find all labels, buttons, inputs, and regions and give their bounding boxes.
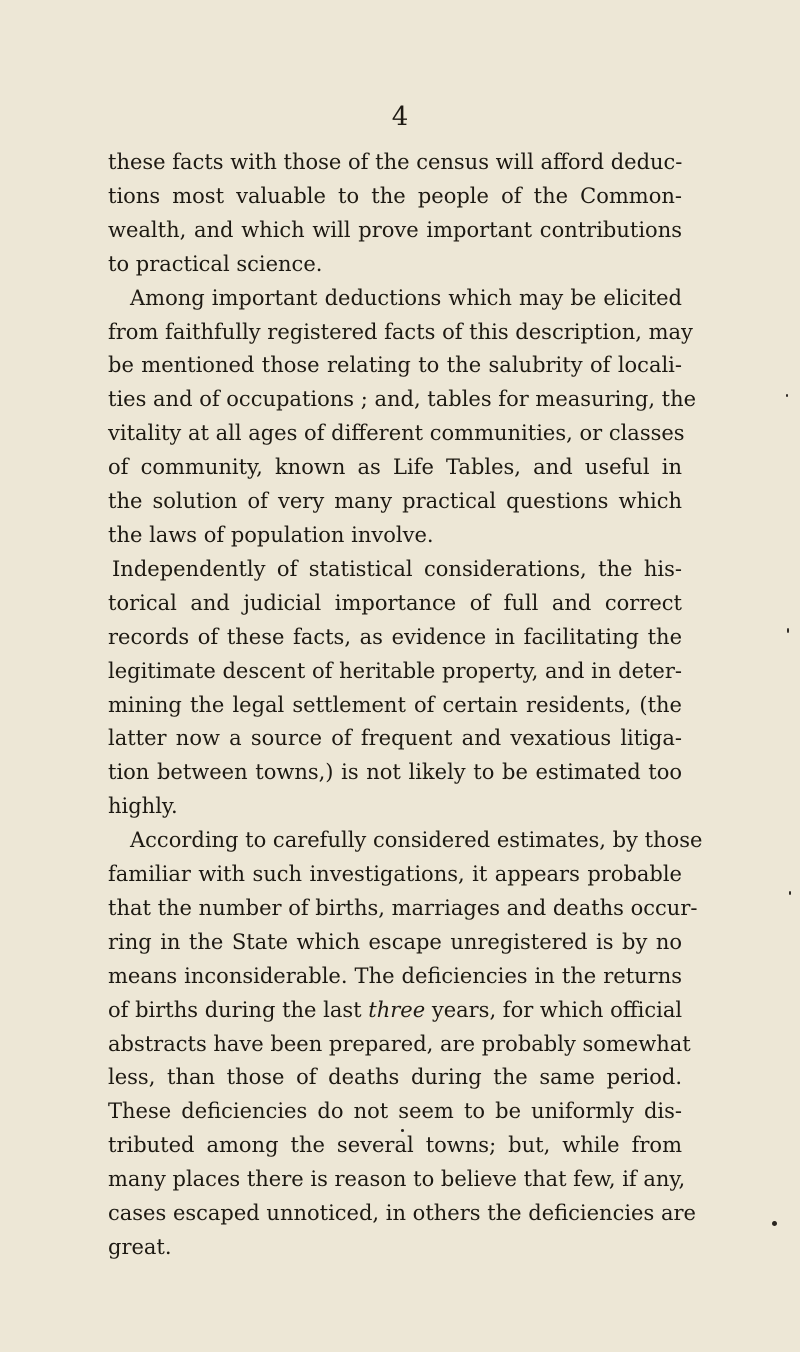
text-line: be mentioned those relating to the salubrity of locali- [108, 353, 682, 378]
print-speck [772, 1221, 777, 1226]
text-line: Independently of statistical considerations, the his- [112, 556, 682, 581]
text-line: tributed among the several towns; but, while from [108, 1133, 682, 1158]
text-line: tion between towns,) is not likely to be estimated too [108, 760, 682, 785]
text-segment: years, for which official [431, 997, 683, 1022]
text-line: highly. [108, 794, 178, 819]
text-line: the solution of very many practical questions which [108, 489, 682, 514]
body-text [108, 146, 703, 1265]
text-line: mining the legal settlement of certain residents, (the [108, 692, 682, 717]
text-line: less, than those of deaths during the same period. [108, 1065, 682, 1090]
text-line: many places there is reason to believe that few, if any, [108, 1167, 686, 1192]
print-speck [787, 628, 789, 633]
print-speck [786, 394, 788, 397]
text-line: These deficiencies do not seem to be uniformly dis- [108, 1099, 682, 1124]
emphasized-word: three [368, 997, 426, 1022]
text-line: the laws of population involve. [108, 522, 434, 547]
print-speck [789, 891, 791, 895]
text-line: latter now a source of frequent and vexatious litiga- [108, 726, 682, 751]
text-line: great. [108, 1235, 172, 1259]
text-segment: of births during the last [108, 997, 362, 1022]
page-number: 4 [391, 102, 409, 132]
text-line: legitimate descent of heritable property, and in deter- [108, 658, 682, 683]
text-line: torical and judicial importance of full and correct [108, 590, 682, 615]
text-line [108, 994, 682, 1028]
text-line: means inconsiderable. The deficiencies in the returns [108, 963, 682, 988]
text-line: cases escaped unnoticed, in others the deficiencies are [108, 1201, 696, 1226]
text-line: tions most valuable to the people of the Common- [108, 183, 682, 208]
text-line: wealth, and which will prove important contributions [108, 217, 682, 242]
text-line: from faithfully registered facts of this description, may [108, 319, 693, 344]
text-line: According to carefully considered estimates, by those [130, 828, 703, 853]
text-line: ties and of occupations ; and, tables for measuring, the [108, 387, 697, 412]
text-line: abstracts have been prepared, are probably somewhat [108, 1031, 691, 1056]
text-line: these facts with those of the census will afford deduc- [108, 150, 683, 174]
text-line: vitality at all ages of different communities, or classes [108, 421, 685, 446]
text-line: to practical science. [108, 251, 323, 276]
text-line: that the number of births, marriages and deaths occur- [108, 895, 698, 920]
text-line: records of these facts, as evidence in facilitating the [108, 624, 682, 649]
print-speck [401, 1129, 404, 1132]
text-line: familiar with such investigations, it appears probable [108, 862, 682, 887]
text-line: Among important deductions which may be elicited [130, 285, 682, 310]
text-line: ring in the State which escape unregistered is by no [108, 929, 682, 954]
text-line: of community, known as Life Tables, and useful in [108, 455, 682, 480]
